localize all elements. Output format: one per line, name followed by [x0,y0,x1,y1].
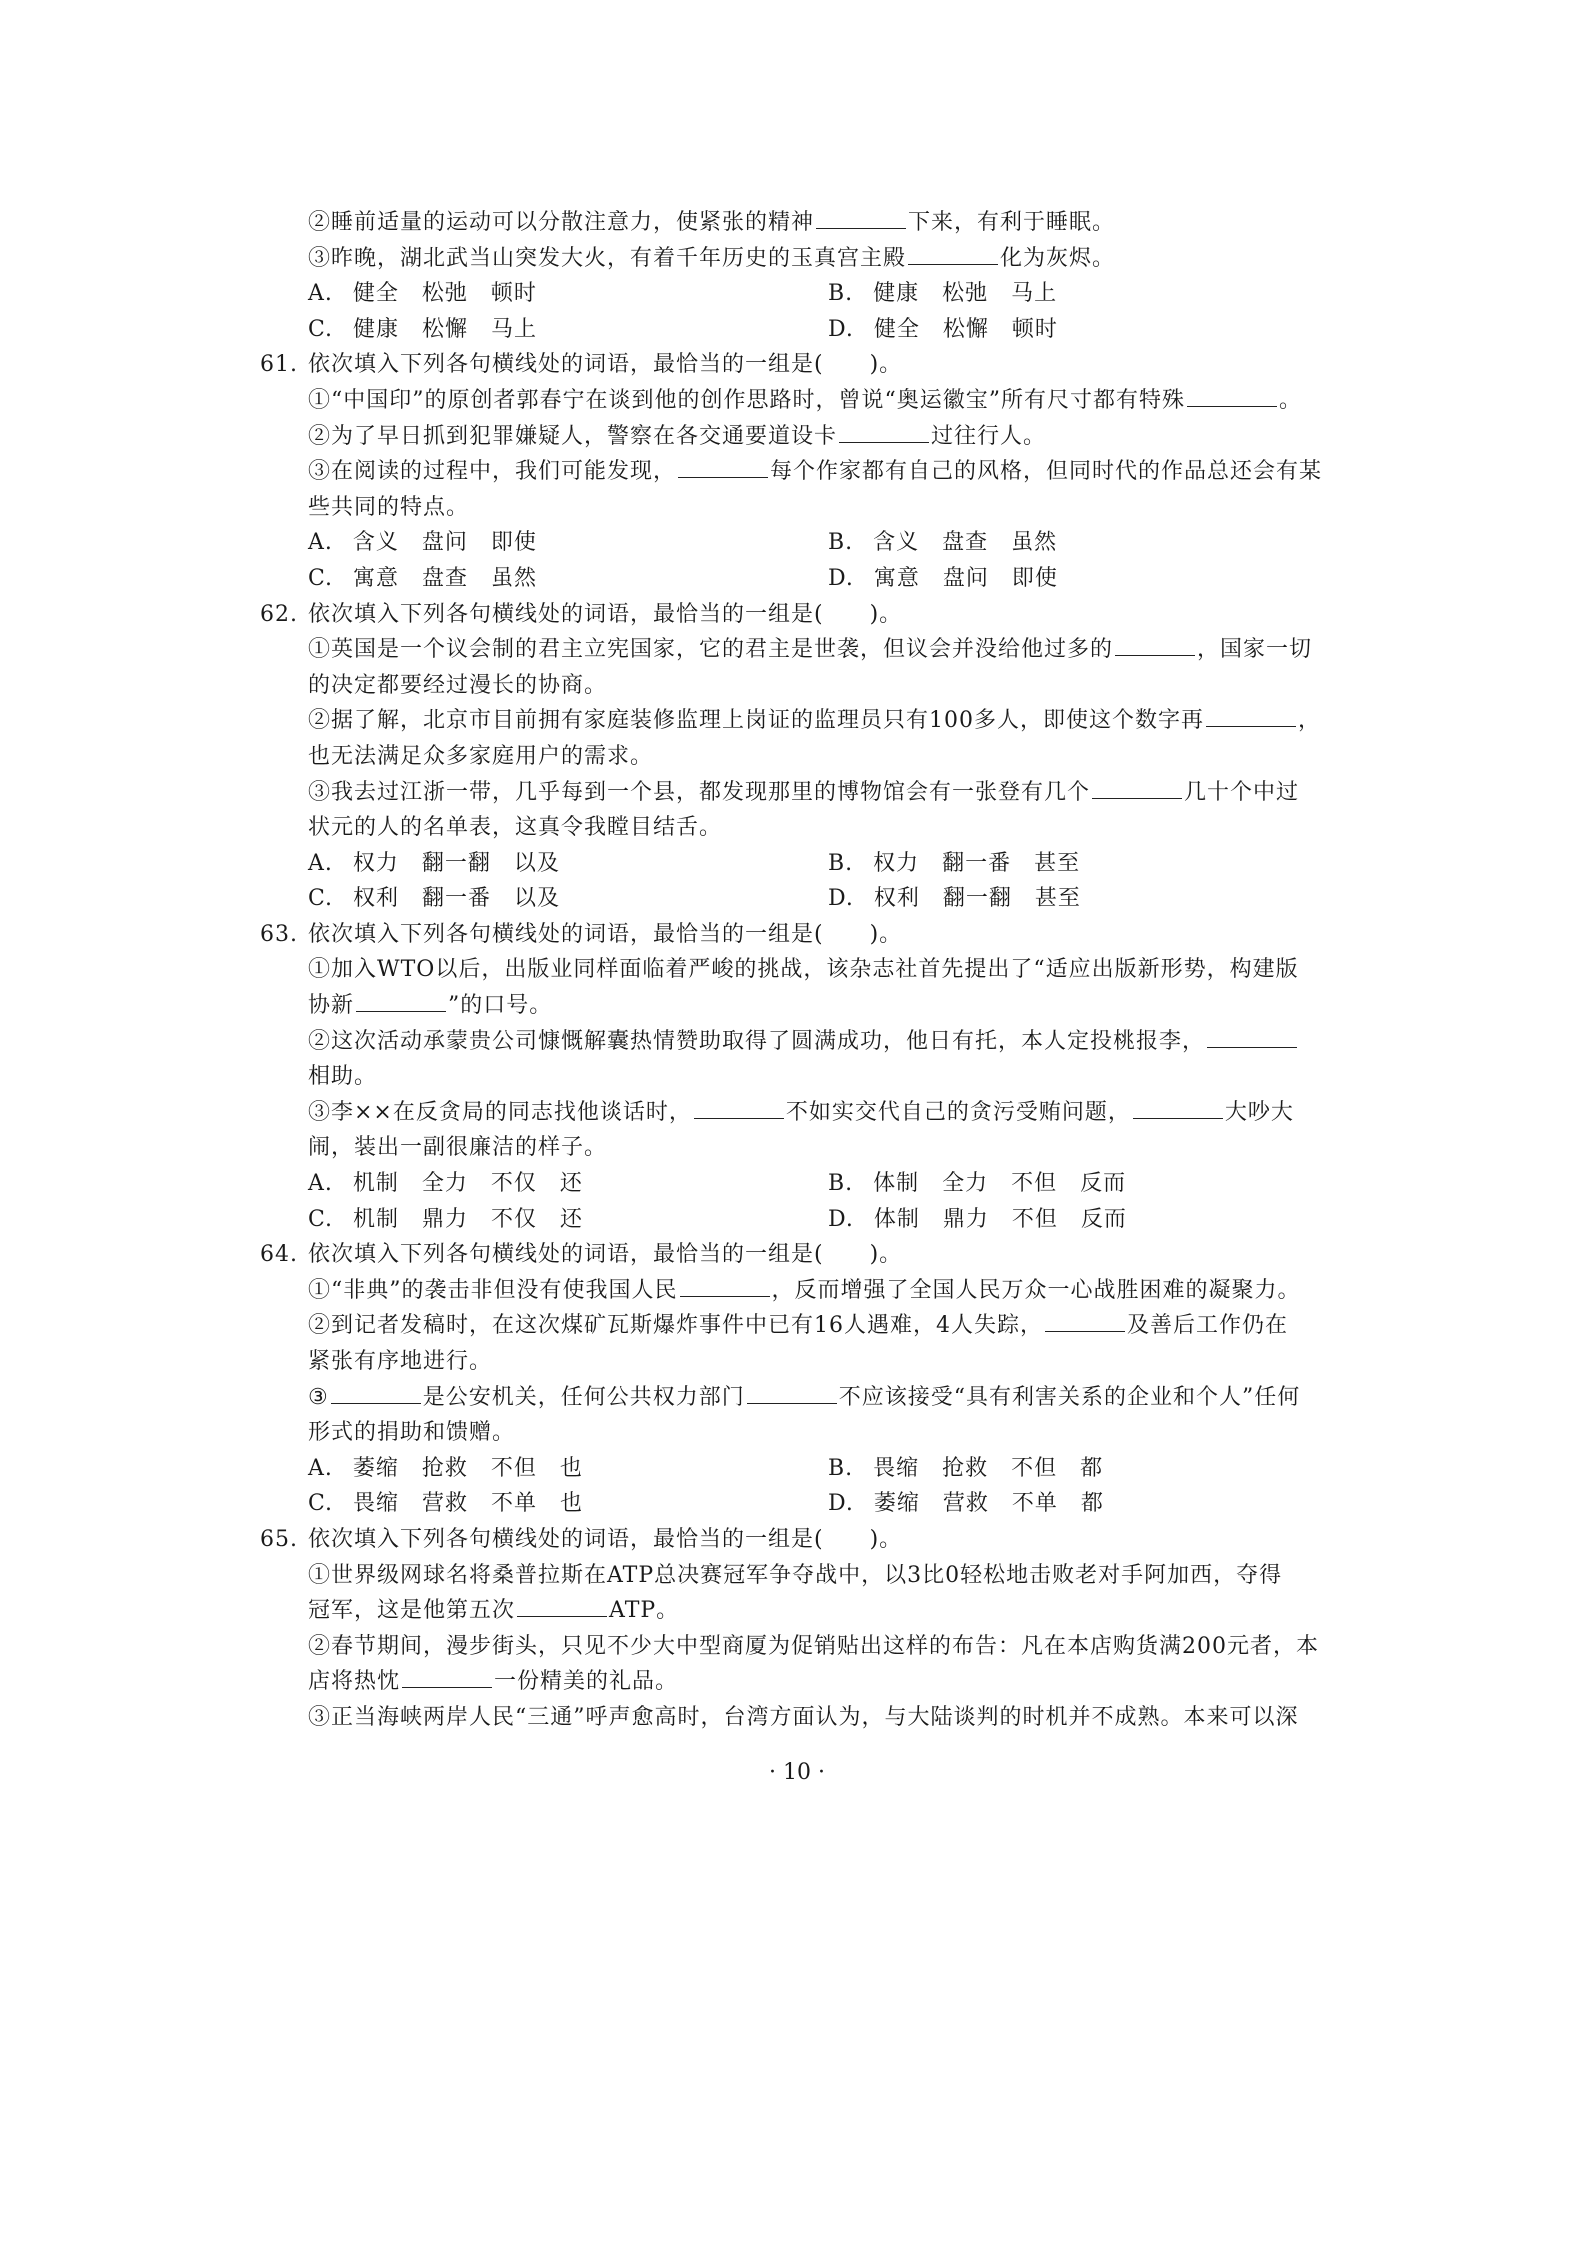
sentence-text: 几十个中过 [1184,779,1300,805]
sentence-continuation [260,810,1350,846]
sentence-text: 。 [1279,387,1303,413]
sentence-item [260,703,1350,739]
sentence-item [260,1095,1350,1131]
answer-options [260,1451,1350,1487]
sentence-text: ①“非典”的袭击非但没有使我国人民 [308,1277,678,1303]
sentence-item [260,1273,1350,1309]
sentence-text: ②据了解，北京市目前拥有家庭装修监理上岗证的监理员只有100多人，即使这个数字再 [308,708,1204,734]
sentence-continuation [260,1629,1350,1665]
sentence-text: 是公安机关，任何公共权力部门 [422,1384,745,1410]
sentence-text: 些共同的特点。 [308,494,470,520]
option-right: D. 寓意 盘问 即使 [828,565,1058,591]
question-stem [260,1237,1350,1273]
answer-options [260,881,1350,917]
option-right: B. 畏缩 抢救 不但 都 [828,1455,1104,1481]
option-left: C. 健康 松懈 马上 [308,316,538,342]
sentence-text: ①加入WTO以后，出版业同样面临着严峻的挑战，该杂志社首先提出了“适应出版新形势，构建版 [308,957,1299,983]
question-number: 62. [260,601,298,627]
answer-blank [331,1381,421,1404]
sentence-text: ATP。 [609,1598,680,1624]
sentence-item [260,1380,1350,1416]
answer-blank [1206,704,1296,727]
question-text: 依次填入下列各句横线处的词语，最恰当的一组是( )。 [308,352,903,378]
option-left: A. 萎缩 抢救 不但 也 [308,1455,583,1481]
sentence-continuation [260,952,1350,988]
sentence-text: ②为了早日抓到犯罪嫌疑人，警察在各交通要道设卡 [308,423,838,449]
sentence-text: ，国家一切 [1197,637,1313,663]
sentence-text: 相助。 [308,1064,378,1090]
sentence-text: ①“中国印”的原创者郭春宁在谈到他的创作思路时，曾说“奥运徽宝”所有尺寸都有特殊 [308,387,1185,413]
answer-blank [1115,633,1195,656]
sentence-item [260,383,1350,419]
answer-blank [694,1096,784,1119]
sentence-text: ③在阅读的过程中，我们可能发现， [308,459,677,485]
answer-options [260,1202,1350,1238]
sentence-text: 店将热忱 [308,1669,401,1695]
sentence-item [260,988,1350,1024]
sentence-text: 不如实交代自己的贪污受贿问题， [785,1099,1131,1125]
answer-blank [678,455,768,478]
answer-blank [908,242,998,265]
option-left: A. 机制 全力 不仅 还 [308,1171,583,1197]
answer-blank [1092,776,1182,799]
question-number: 64. [260,1242,298,1268]
sentence-text: ②到记者发稿时，在这次煤矿瓦斯爆炸事件中已有16人遇难，4人失踪， [308,1313,1043,1339]
answer-options [260,276,1350,312]
sentence-text: 大吵大 [1224,1099,1294,1125]
sentence-text: 冠军，这是他第五次 [308,1598,516,1624]
answer-blank [517,1594,607,1617]
answer-blank [402,1665,492,1688]
sentence-text: 也无法满足众多家庭用户的需求。 [308,743,654,769]
answer-blank [1187,384,1277,407]
option-right: D. 健全 松懈 顿时 [828,316,1058,342]
sentence-text: 形式的捐助和馈赠。 [308,1420,516,1446]
question-stem [260,917,1350,953]
sentence-continuation [260,490,1350,526]
sentence-continuation [260,739,1350,775]
question-text: 依次填入下列各句横线处的词语，最恰当的一组是( )。 [308,921,903,947]
question-text: 依次填入下列各句横线处的词语，最恰当的一组是( )。 [308,1526,903,1552]
sentence-item [260,454,1350,490]
question-text: 依次填入下列各句横线处的词语，最恰当的一组是( )。 [308,601,903,627]
sentence-text: ①英国是一个议会制的君主立宪国家，它的君主是世袭，但议会并没给他过多的 [308,637,1114,663]
option-right: B. 体制 全力 不但 反而 [828,1171,1127,1197]
question-stem [260,347,1350,383]
sentence-item [260,1308,1350,1344]
sentence-text: 一份精美的礼品。 [494,1669,679,1695]
option-left: C. 机制 鼎力 不仅 还 [308,1206,584,1232]
page-number: · 10 · [769,1760,825,1785]
question-number: 61. [260,352,298,378]
sentence-text: ②春节期间，漫步街头，只见不少大中型商厦为促销贴出这样的布告：凡在本店购货满200元者，本 [308,1633,1319,1659]
sentence-text: 及善后工作仍在 [1127,1313,1289,1339]
answer-options [260,846,1350,882]
sentence-text: ③昨晚，湖北武当山突发大火，有着千年历史的玉真宫主殿 [308,245,907,271]
option-right: D. 权利 翻一翻 甚至 [828,886,1081,912]
sentence-item [260,419,1350,455]
option-right: B. 权力 翻一番 甚至 [828,850,1081,876]
sentence-continuation [260,1700,1350,1736]
option-right: D. 萎缩 营救 不单 都 [828,1491,1104,1517]
sentence-continuation [260,1558,1350,1594]
option-left: C. 寓意 盘查 虽然 [308,565,538,591]
option-left: A. 权力 翻一翻 以及 [308,850,560,876]
sentence-text: 紧张有序地进行。 [308,1349,493,1374]
sentence-text: ②睡前适量的运动可以分散注意力，使紧张的精神 [308,210,815,235]
answer-options [260,525,1350,561]
sentence-item [260,1593,1350,1629]
answer-blank [1207,1025,1297,1048]
sentence-text: 过往行人。 [931,423,1047,449]
sentence-item [260,775,1350,811]
answer-blank [1045,1309,1125,1332]
sentence-item [260,632,1350,668]
answer-blank [839,420,929,443]
sentence-text: ②这次活动承蒙贵公司慷慨解囊热情赞助取得了圆满成功，他日有托，本人定投桃报李， [308,1028,1206,1054]
sentence-text: ， [1298,708,1322,734]
option-right: B. 含义 盘查 虽然 [828,530,1058,556]
sentence-continuation [260,1344,1350,1380]
answer-blank [356,989,446,1012]
sentence-text: 的决定都要经过漫长的协商。 [308,672,608,698]
question-text: 依次填入下列各句横线处的词语，最恰当的一组是( )。 [308,1242,903,1268]
answer-blank [747,1381,837,1404]
sentence-text: ③我去过江浙一带，几乎每到一个县，都发现那里的博物馆会有一张登有几个 [308,779,1091,805]
sentence-text: 下来，有利于睡眠。 [908,210,1116,235]
sentence-continuation [260,668,1350,704]
option-left: C. 权利 翻一番 以及 [308,886,561,912]
question-number: 65. [260,1526,298,1552]
answer-options [260,561,1350,597]
option-left: A. 健全 松弛 顿时 [308,281,537,307]
answer-blank [816,206,906,229]
sentence-text: 化为灰烬。 [1000,245,1116,271]
sentence-continuation [260,1130,1350,1166]
answer-options [260,1486,1350,1522]
sentence-text: ”的口号。 [448,993,553,1019]
sentence-item [260,241,1350,277]
option-right: D. 体制 鼎力 不但 反而 [828,1206,1127,1232]
sentence-continuation [260,1415,1350,1451]
sentence-continuation [260,1059,1350,1095]
sentence-item [260,205,1350,241]
option-left: C. 畏缩 营救 不单 也 [308,1491,584,1517]
question-number: 63. [260,921,298,947]
sentence-text: ③正当海峡两岸人民“三通”呼声愈高时，台湾方面认为，与大陆谈判的时机并不成熟。本来可以深 [308,1704,1299,1730]
sentence-item [260,1024,1350,1060]
sentence-text: ①世界级网球名将桑普拉斯在ATP总决赛冠军争夺战中，以3比0轻松地击败老对手阿加西，夺得 [308,1562,1283,1588]
question-stem [260,597,1350,633]
sentence-text: 状元的人的名单表，这真令我瞠目结舌。 [308,815,723,841]
question-stem [260,1522,1350,1558]
sentence-text: ③ [308,1384,329,1410]
option-left: A. 含义 盘问 即使 [308,530,537,556]
answer-options [260,1166,1350,1202]
sentence-item [260,1664,1350,1700]
sentence-text: ③李××在反贪局的同志找他谈话时， [308,1099,692,1125]
answer-options [260,312,1350,348]
exam-page [260,205,1350,1736]
sentence-text: ，反而增强了全国人民万众一心战胜困难的凝聚力。 [771,1277,1301,1303]
sentence-text: 每个作家都有自己的风格，但同时代的作品总还会有某 [770,459,1323,485]
answer-blank [680,1274,770,1297]
option-right: B. 健康 松弛 马上 [828,281,1058,307]
sentence-text: 不应该接受“具有利害关系的企业和个人”任何 [838,1384,1301,1410]
sentence-text: 协新 [308,993,355,1019]
answer-blank [1133,1096,1223,1119]
sentence-text: 闹，装出一副很廉洁的样子。 [308,1135,608,1161]
